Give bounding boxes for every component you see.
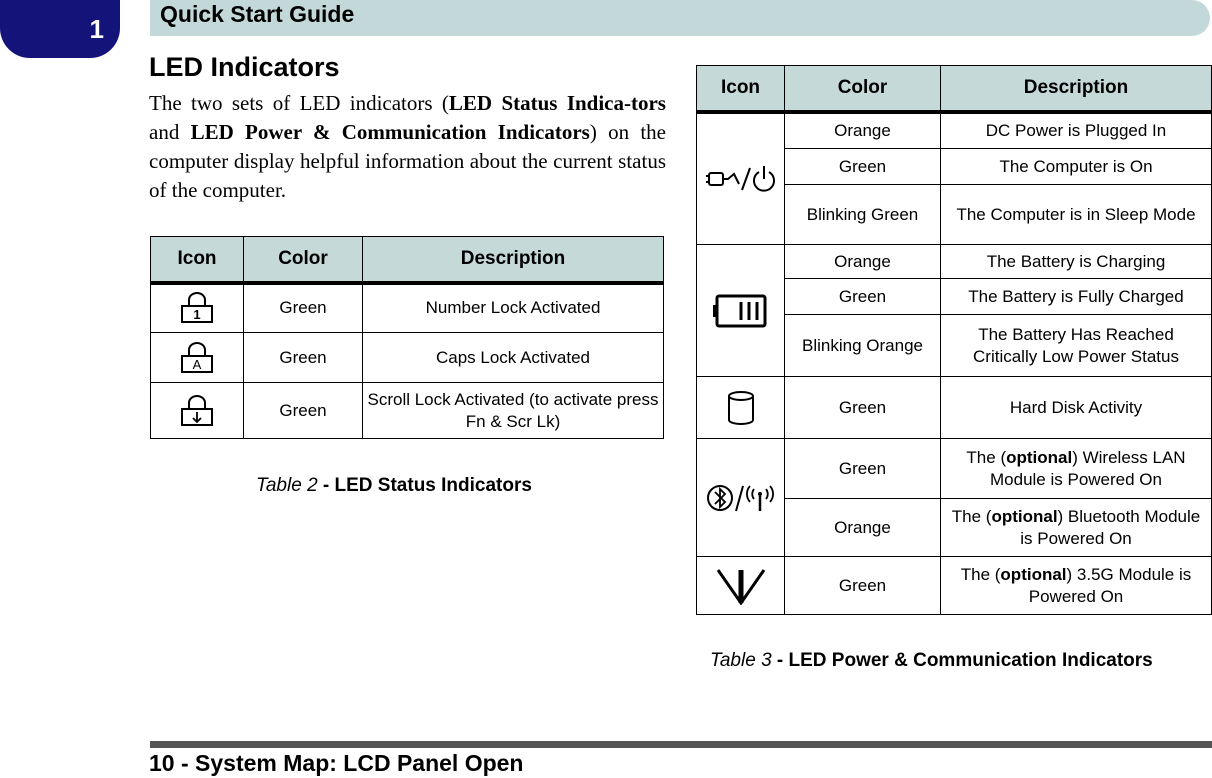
color-cell: Blinking Orange — [785, 315, 941, 377]
battery-icon — [697, 245, 785, 377]
color-cell: Green — [785, 439, 941, 499]
header-title: Quick Start Guide — [160, 1, 355, 27]
description-cell: The Computer is On — [941, 149, 1212, 185]
description-text: ) 3.5G Module is Powered On — [1028, 564, 1192, 606]
color-cell: Orange — [785, 499, 941, 557]
description-cell: DC Power is Plugged In — [941, 112, 1212, 149]
intro-bold-status: LED Status Indica-tors — [448, 91, 666, 115]
caption-label: Table 2 — [256, 475, 318, 496]
description-cell: The Computer is in Sleep Mode — [941, 185, 1212, 245]
footer-bar — [150, 741, 1212, 748]
description-cell — [941, 557, 1212, 615]
num-lock-icon — [151, 283, 244, 333]
table3-caption — [710, 650, 1153, 672]
color-cell: Orange — [785, 245, 941, 279]
hard-disk-icon — [697, 377, 785, 439]
table-row — [697, 112, 1212, 149]
intro-bold-power: LED Power & Communication Indicators — [190, 120, 590, 144]
header-color: Color — [244, 237, 363, 283]
color-cell: Blinking Green — [785, 185, 941, 245]
description-cell: Scroll Lock Activated (to activate press Fn & Scr Lk) — [363, 383, 664, 439]
table-row — [151, 283, 664, 333]
svg-text:A: A — [192, 356, 202, 372]
caption-text: - LED Power & Communication Indicators — [771, 650, 1153, 671]
header-description: Description — [363, 237, 664, 283]
description-bold: optional — [1006, 447, 1073, 467]
table2-caption — [256, 475, 532, 497]
scroll-lock-icon — [151, 383, 244, 439]
caps-lock-icon — [151, 333, 244, 383]
description-text: The ( — [951, 506, 992, 526]
color-cell: Green — [785, 557, 941, 615]
bluetooth-wireless-icon — [697, 439, 785, 557]
description-cell — [941, 439, 1212, 499]
caption-label: Table 3 — [710, 650, 772, 671]
header-icon: Icon — [697, 66, 785, 112]
description-text: ) Bluetooth Module is Powered On — [1020, 506, 1201, 548]
led-status-table — [150, 236, 664, 439]
description-cell: The Battery Has Reached Critically Low Power Status — [941, 315, 1212, 377]
caption-text: - LED Status Indicators — [317, 475, 532, 496]
description-cell: Hard Disk Activity — [941, 377, 1212, 439]
description-cell — [941, 499, 1212, 557]
description-cell: The Battery is Fully Charged — [941, 279, 1212, 315]
color-cell: Green — [244, 333, 363, 383]
footer-text: 10 - System Map: LCD Panel Open — [149, 750, 524, 776]
color-cell: Green — [244, 283, 363, 333]
dc-power-icon — [697, 112, 785, 245]
description-bold: optional — [991, 506, 1058, 526]
table-row — [697, 439, 1212, 499]
intro-text: The two sets of LED indicators ( — [149, 91, 449, 115]
intro-text: ) on the computer display helpful information about the current status of the computer. — [149, 120, 666, 202]
description-cell: The Battery is Charging — [941, 245, 1212, 279]
color-cell: Green — [785, 279, 941, 315]
description-cell: Number Lock Activated — [363, 283, 664, 333]
description-cell: Caps Lock Activated — [363, 333, 664, 383]
color-cell: Orange — [785, 112, 941, 149]
description-text: ) Wireless LAN Module is Powered On — [990, 447, 1186, 489]
header-icon: Icon — [151, 237, 244, 283]
table-row — [151, 333, 664, 383]
color-cell: Green — [785, 149, 941, 185]
header-description: Description — [941, 66, 1212, 112]
intro-paragraph — [149, 89, 666, 205]
table-row — [697, 377, 1212, 439]
description-text: The ( — [960, 564, 1001, 584]
header-color: Color — [785, 66, 941, 112]
chapter-number: 1 — [89, 13, 104, 44]
description-bold: optional — [1000, 564, 1067, 584]
led-power-table — [696, 65, 1212, 615]
table-row — [697, 245, 1212, 279]
chapter-badge — [0, 0, 120, 58]
table-row — [697, 557, 1212, 615]
color-cell: Green — [785, 377, 941, 439]
intro-text: and — [149, 120, 191, 144]
description-text: The ( — [966, 447, 1007, 467]
color-cell: Green — [244, 383, 363, 439]
3g-antenna-icon — [697, 557, 785, 615]
table-row — [151, 383, 664, 439]
svg-text:1: 1 — [193, 307, 201, 323]
section-title: LED Indicators — [149, 52, 340, 82]
